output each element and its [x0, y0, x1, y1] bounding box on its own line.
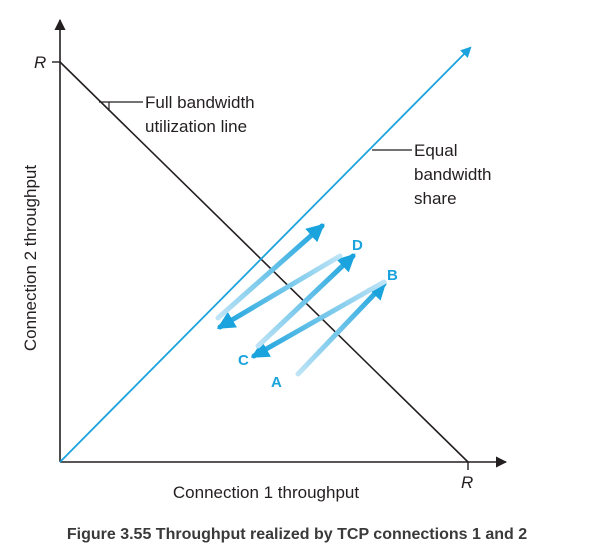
equal-share-label-line1: Equal — [414, 141, 458, 160]
point-a-label: A — [271, 374, 282, 391]
x-axis-r-label: R — [461, 473, 474, 492]
full-bandwidth-label-line2: utilization line — [145, 117, 248, 136]
equal-bandwidth-share-line — [60, 48, 470, 462]
point-c-label: C — [238, 352, 249, 369]
y-axis-title: Connection 2 throughput — [21, 164, 40, 352]
x-axis-title: Connection 1 throughput — [172, 483, 360, 502]
point-d-label: D — [352, 237, 363, 254]
y-axis-r-label: R — [34, 53, 47, 72]
point-b-label: B — [387, 267, 398, 284]
full-bandwidth-utilization-line — [60, 62, 468, 462]
equal-share-label-line2: bandwidth — [414, 165, 492, 184]
equal-share-label-line3: share — [414, 189, 457, 208]
figure-caption: Figure 3.55 Throughput realized by TCP connections 1 and 2 — [66, 526, 528, 543]
full-bandwidth-label-line1: Full bandwidth — [145, 93, 255, 112]
